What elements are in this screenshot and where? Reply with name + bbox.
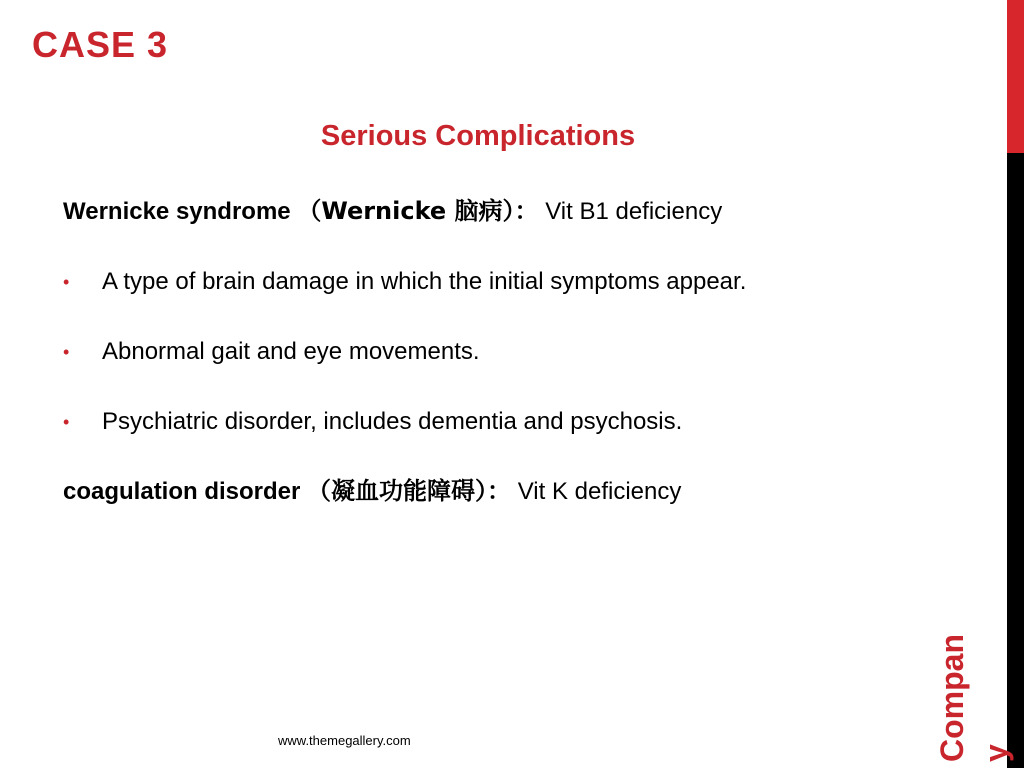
side-accent-bar-red	[1007, 0, 1024, 153]
bullet-item-1: A type of brain damage in which the initial symptoms appear.	[102, 268, 747, 295]
coagulation-term: coagulation disorder	[63, 478, 301, 505]
wernicke-term: Wernicke syndrome	[63, 198, 291, 225]
company-brand-vertical: Company	[934, 634, 1014, 762]
wernicke-line	[63, 196, 722, 227]
coagulation-line	[63, 476, 681, 507]
bullet-marker: •	[63, 412, 70, 432]
section-heading: Serious Complications	[320, 120, 636, 152]
slide-title: CASE 3	[32, 24, 169, 65]
wernicke-cjk: （Wernicke 脑病）：	[297, 197, 539, 225]
footer-url: www.themegallery.com	[278, 733, 411, 748]
bullet-item-2: Abnormal gait and eye movements.	[102, 338, 480, 365]
coagulation-cjk: （凝血功能障碍）：	[307, 477, 512, 505]
wernicke-detail: Vit B1 deficiency	[545, 198, 723, 225]
bullet-marker: •	[63, 272, 70, 292]
bullet-item-3: Psychiatric disorder, includes dementia and psychosis.	[102, 408, 683, 435]
coagulation-detail: Vit K deficiency	[517, 478, 682, 505]
bullet-marker: •	[63, 342, 70, 362]
